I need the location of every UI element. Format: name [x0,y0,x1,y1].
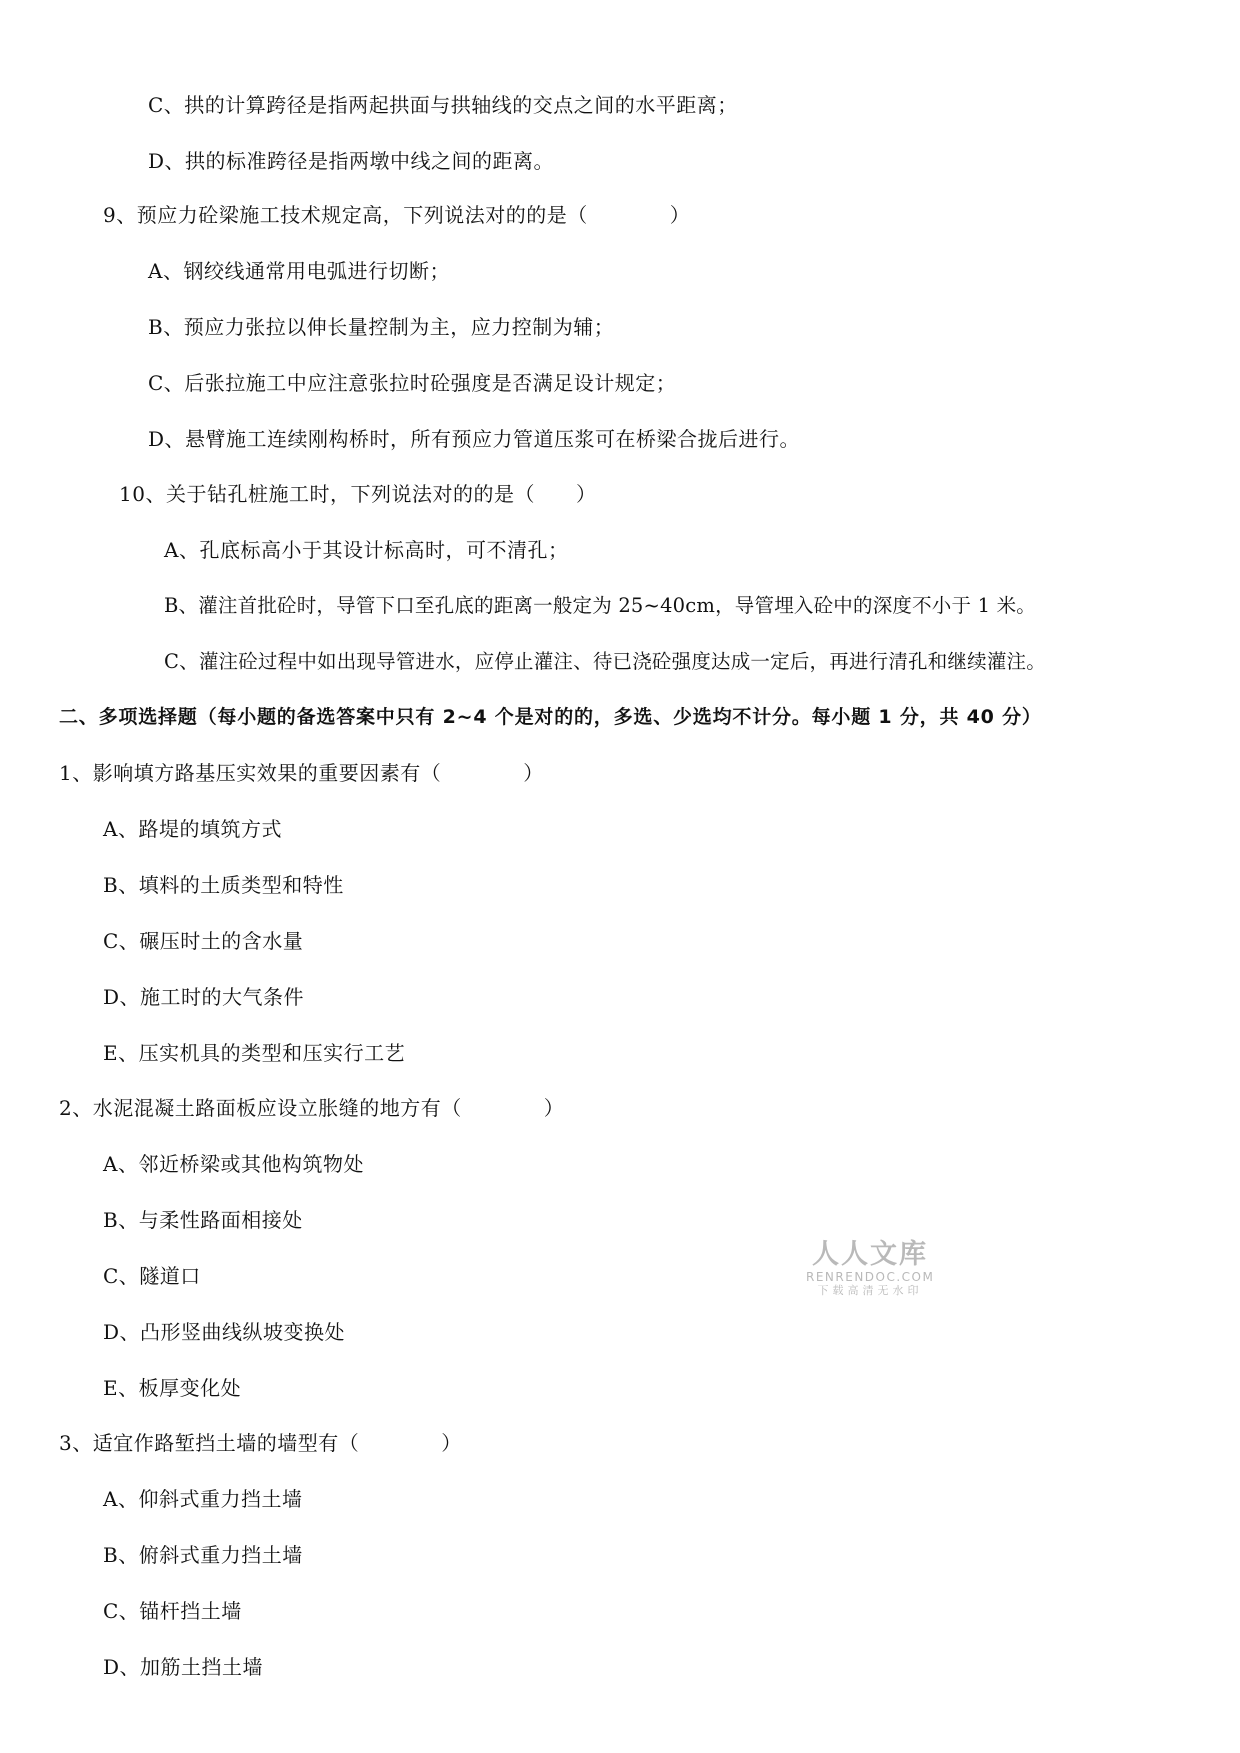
option-line: B、预应力张拉以伸长量控制为主，应力控制为辅； [148,315,615,339]
question-stem: 1、影响填方路基压实效果的重要因素有（ ） [59,761,544,785]
question-stem: 10、关于钻孔桩施工时，下列说法对的的是（ ） [119,482,597,506]
option-line: A、邻近桥梁或其他构筑物处 [103,1152,364,1176]
option-line: A、仰斜式重力挡土墙 [103,1487,303,1511]
option-line: B、与柔性路面相接处 [103,1208,303,1232]
section-heading: 二、多项选择题（每小题的备选答案中只有 2~4 个是对的的，多选、少选均不计分。每小题 1 分，共 40 分） [59,706,1042,728]
watermark-title: 人人文库 [812,1239,928,1270]
option-line: D、拱的标准跨径是指两墩中线之间的距离。 [148,149,555,173]
option-line: A、钢绞线通常用电弧进行切断； [148,259,450,283]
option-line: D、加筋土挡土墙 [103,1655,264,1679]
option-line: A、孔底标高小于其设计标高时，可不清孔； [164,538,569,562]
option-line: D、凸形竖曲线纵坡变换处 [103,1320,346,1344]
watermark-url: RENRENDOC.COM [806,1270,935,1284]
option-line: D、施工时的大气条件 [103,985,305,1009]
option-line: B、灌注首批砼时，导管下口至孔底的距离一般定为 25~40cm，导管埋入砼中的深度不小于 1 米。 [164,594,1037,617]
option-line: C、后张拉施工中应注意张拉时砼强度是否满足设计规定； [148,371,677,395]
watermark-subtitle: 下载高清无水印 [817,1284,923,1297]
option-line: B、俯斜式重力挡土墙 [103,1543,303,1567]
question-stem: 3、适宜作路堑挡土墙的墙型有（ ） [59,1431,462,1455]
option-line: C、拱的计算跨径是指两起拱面与拱轴线的交点之间的水平距离； [148,93,738,117]
option-line: C、锚杆挡土墙 [103,1599,242,1623]
option-line: B、填料的土质类型和特性 [103,873,344,897]
watermark-logo [806,1240,934,1298]
option-line: D、悬臂施工连续刚构桥时，所有预应力管道压浆可在桥梁合拢后进行。 [148,427,801,451]
option-line: E、板厚变化处 [103,1376,242,1400]
option-line: C、灌注砼过程中如出现导管进水，应停止灌注、待已浇砼强度达成一定后，再进行清孔和继续灌注。 [164,650,1046,673]
option-line: E、压实机具的类型和压实行工艺 [103,1041,406,1065]
question-stem: 9、预应力砼梁施工技术规定高，下列说法对的的是（ ） [103,203,691,227]
option-line: C、隧道口 [103,1264,201,1288]
option-line: A、路堤的填筑方式 [103,817,282,841]
question-stem: 2、水泥混凝土路面板应设立胀缝的地方有（ ） [59,1096,565,1120]
option-line: C、碾压时土的含水量 [103,929,304,953]
